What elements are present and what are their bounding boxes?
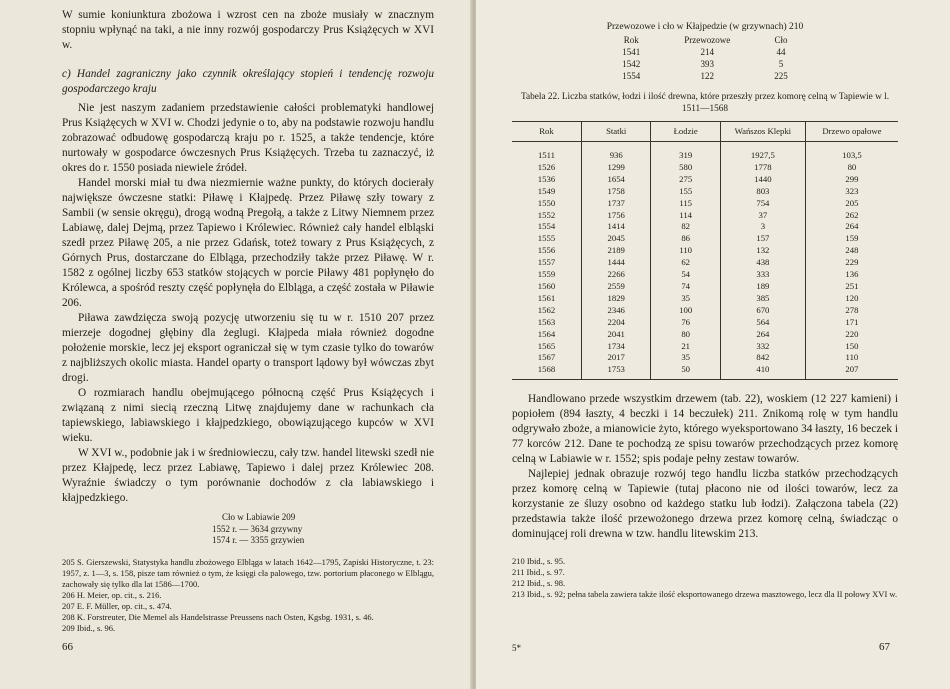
table-row bbox=[512, 233, 898, 245]
table22-cell: 1565 bbox=[537, 340, 556, 351]
table1-header: Przewozowe bbox=[684, 35, 731, 45]
table22-cell: 275 bbox=[651, 174, 720, 186]
table22-cell: 1414 bbox=[581, 221, 650, 233]
table22-cell: 37 bbox=[720, 210, 805, 222]
table22-cell: 150 bbox=[805, 341, 898, 353]
table-row bbox=[512, 364, 898, 379]
table22-cell: 1556 bbox=[537, 245, 556, 256]
table22-cell: 74 bbox=[651, 281, 720, 293]
table-row bbox=[512, 198, 898, 210]
table22-header: Łodzie bbox=[651, 122, 720, 142]
table-row bbox=[512, 352, 898, 364]
table22-cell: 936 bbox=[581, 142, 650, 162]
table-row bbox=[512, 245, 898, 257]
table22-cell: 1559 bbox=[537, 269, 556, 280]
table-row bbox=[600, 70, 809, 82]
table22-cell: 2017 bbox=[581, 352, 650, 364]
table22-cell: 120 bbox=[805, 293, 898, 305]
page-number-right: 67 bbox=[879, 641, 890, 653]
table22-cell: 410 bbox=[720, 364, 805, 379]
table22-cell: 2204 bbox=[581, 317, 650, 329]
table22-cell: 1568 bbox=[512, 364, 581, 379]
footnote: 213 Ibid., s. 92; pełna tabela zawiera także ilość eksportowanego drzewa masztowego, lecz dla II połowy XVI w. bbox=[512, 589, 898, 600]
table22-cell: 1737 bbox=[581, 198, 650, 210]
table22-body bbox=[512, 142, 898, 380]
table1-caption: Przewozowe i cło w Kłajpedzie (w grzywnach) 210 bbox=[606, 22, 804, 32]
table22-cell: 1778 bbox=[720, 162, 805, 174]
table1-cell: 5 bbox=[778, 59, 784, 69]
table22-cell: 1549 bbox=[537, 185, 556, 196]
table22-cell: 110 bbox=[651, 245, 720, 257]
table-row bbox=[512, 174, 898, 186]
right-footnotes bbox=[512, 556, 898, 600]
table22-header: Drzewo opałowe bbox=[805, 122, 898, 142]
table22-cell: 1299 bbox=[581, 162, 650, 174]
table22-cell: 842 bbox=[720, 352, 805, 364]
table22-cell: 189 bbox=[720, 281, 805, 293]
signature-mark: 5* bbox=[512, 643, 521, 653]
table-row bbox=[512, 317, 898, 329]
right-paragraph-1: Handlowano przede wszystkim drzewem (tab. 22), woskiem (12 227 kamieni) i popiołem (894 łaszty, 4 beczki i 14 beczułek) 211. Znikomą rolę w tym handlu odgrywało zboże, a mianowicie żyto, którego wyeksportowano 34 łaszty, 16 beczek i 77 korców 212. Dane te pochodzą ze spisu towarów przechodzących przez komorę celną w Labiawie w r. 1552; spis podaje pełny zestaw towarów. bbox=[512, 393, 898, 466]
table22-cell: 155 bbox=[651, 186, 720, 198]
body-paragraph-5: W XVI w., podobnie jak i w średniowieczu, cały tzw. handel litewski szedł nie przez Kłajpedę, lecz przez Labiawę, Tapiewo i dalej przez Królewiec 208. Wyraźnie świadczy o tym porównanie dochodów z cła labiawskiego i kłajpedzkiego. bbox=[62, 447, 434, 504]
table22-cell: 1563 bbox=[537, 316, 556, 327]
body-paragraph-3: Piława zawdzięcza swoją pozycję utworzeniu się tu w r. 1510 207 przez mierzeje dogodnej głębiny dla żeglugi. Kłajpeda miała również dogodne położenie morskie, lecz jej eksport ograniczał się w tym czasie tylko do towarów z najbliższych okolic miasta. Handel oparty o transport lądowy był wówczas zbyt drogi. bbox=[62, 312, 434, 384]
footnote: 207 E. F. Müller, op. cit., s. 474. bbox=[62, 600, 172, 611]
table22-cell: 3 bbox=[720, 221, 805, 233]
table-row bbox=[512, 162, 898, 174]
table22-cell: 264 bbox=[720, 329, 805, 341]
right-page bbox=[476, 0, 950, 689]
clo-row: 1574 r. — 3355 grzywien bbox=[212, 535, 305, 545]
table1-cell: 1541 bbox=[622, 47, 641, 57]
table-row bbox=[512, 257, 898, 269]
table22-cell: 1564 bbox=[537, 328, 556, 339]
table22-cell: 251 bbox=[805, 281, 898, 293]
table-row bbox=[512, 305, 898, 317]
table22-cell: 438 bbox=[720, 257, 805, 269]
body-paragraph-1: Nie jest naszym zadaniem przedstawienie całości problematyki handlowej Prus Książęcych w XVI w. Chodzi jedynie o to, aby na podstawie rozwoju handlu zobrazować odbudowę gospodarczą kraju po r. 1525, a także tendencje, które nurtowały w gospodarce ówczesnych Prus Książęcych. Trzeba tu zaznaczyć, iż okres do r. 1550 posiada niewiele źródeł. bbox=[62, 102, 434, 174]
footnote: 210 Ibid., s. 95. bbox=[512, 556, 566, 567]
table22-cell: 754 bbox=[720, 198, 805, 210]
table1-cell: 225 bbox=[774, 71, 788, 81]
table22-cell: 35 bbox=[651, 293, 720, 305]
right-paragraph-2: Najlepiej jednak obrazuje rozwój tego handlu liczba statków przechodzących przez komorę celną w Tapiewie (tutaj płacono nie od ilości towarów, lecz za korzystanie ze śluzy osobno od każdego statku lub łodzi). Załączona tabela (22) przedstawia także ilość przewożonego drzewa przez komorę celną, świadcząc o dominującej roli drewna w tzw. handlu litewskim 213. bbox=[512, 468, 898, 541]
table22-cell: 110 bbox=[805, 352, 898, 364]
table22-cell: 1526 bbox=[537, 161, 556, 172]
table22-cell: 333 bbox=[720, 269, 805, 281]
table22-cell: 207 bbox=[805, 364, 898, 379]
table22-cell: 1756 bbox=[581, 210, 650, 222]
table22-cell: 1440 bbox=[720, 174, 805, 186]
table1-cell: 44 bbox=[776, 47, 786, 57]
table22-cell: 100 bbox=[651, 305, 720, 317]
table22-cell: 1561 bbox=[537, 292, 556, 303]
table1-cell: 393 bbox=[700, 59, 714, 69]
table22-cell: 248 bbox=[805, 245, 898, 257]
table22-cell: 54 bbox=[651, 269, 720, 281]
table22-cell: 159 bbox=[805, 233, 898, 245]
table-row bbox=[600, 46, 809, 58]
table22-cell: 385 bbox=[720, 293, 805, 305]
table22-cell: 171 bbox=[805, 317, 898, 329]
table22-cell: 62 bbox=[651, 257, 720, 269]
table22-cell: 2045 bbox=[581, 233, 650, 245]
table22-cell: 803 bbox=[720, 186, 805, 198]
table22-cell: 2189 bbox=[581, 245, 650, 257]
table-row bbox=[512, 293, 898, 305]
table22-cell: 132 bbox=[720, 245, 805, 257]
table22-cell: 1536 bbox=[537, 173, 556, 184]
table22-cell: 2559 bbox=[581, 281, 650, 293]
table1-cell: 1554 bbox=[622, 71, 641, 81]
footnote: 208 K. Forstreuter, Die Memel als Handelstrasse Preussens nach Osten, Kgsbg. 1931, s. 46. bbox=[62, 611, 374, 622]
table22-cell: 115 bbox=[651, 198, 720, 210]
intro-paragraph: W sumie koniunktura zbożowa i wzrost cen na zboże musiały w znacznym stopniu wpłynąć na taki, a nie inny rozwój gospodarczy Prus Książęcych w XVI w. bbox=[62, 9, 434, 51]
table22-cell: 670 bbox=[720, 305, 805, 317]
table22-cell: 50 bbox=[651, 364, 720, 379]
left-footnotes bbox=[62, 557, 434, 634]
clo-labiawa-block bbox=[212, 512, 434, 547]
section-heading: c) Handel zagraniczny jako czynnik określający stopień i tendencję rozwoju gospodarczego kraju bbox=[62, 68, 434, 95]
table22-cell: 1753 bbox=[581, 364, 650, 379]
table22-cell: 580 bbox=[651, 162, 720, 174]
table-row bbox=[512, 341, 898, 353]
table22-cell: 220 bbox=[805, 329, 898, 341]
table22-cell: 1562 bbox=[537, 304, 556, 315]
table22-cell: 157 bbox=[720, 233, 805, 245]
table22-cell: 1552 bbox=[537, 209, 556, 220]
table-row bbox=[600, 58, 809, 70]
table-22-tapiewo bbox=[512, 121, 898, 380]
table1-cell: 1542 bbox=[622, 59, 641, 69]
table-row bbox=[512, 329, 898, 341]
table22-header: Statki bbox=[581, 122, 650, 142]
table22-cell: 2041 bbox=[581, 329, 650, 341]
table1-body bbox=[600, 46, 809, 82]
footnote: 212 Ibid., s. 98. bbox=[512, 578, 566, 589]
footnote: 211 Ibid., s. 97. bbox=[512, 567, 565, 578]
table1-header: Rok bbox=[623, 35, 639, 45]
table22-cell: 564 bbox=[720, 317, 805, 329]
clo-heading: Cło w Labiawie 209 bbox=[222, 512, 296, 522]
footnote: 206 H. Meier, op. cit., s. 216. bbox=[62, 589, 162, 600]
body-paragraph-4: O rozmiarach handlu obejmującego północną część Prus Książęcych i związaną z nimi siecią rzeczną Litwę znajdujemy dane w rachunkach cła tapiewskiego, labiawskiego i kłajpedzkiego, obowiązującego kupców w XVI wieku. bbox=[62, 387, 434, 444]
table22-cell: 2346 bbox=[581, 305, 650, 317]
table22-cell: 262 bbox=[805, 210, 898, 222]
table22-cell: 136 bbox=[805, 269, 898, 281]
table22-cell: 1654 bbox=[581, 174, 650, 186]
table22-cell: 1560 bbox=[537, 280, 556, 291]
footnote: 209 Ibid., s. 96. bbox=[62, 622, 116, 633]
table22-cell: 323 bbox=[805, 186, 898, 198]
table22-cell: 35 bbox=[651, 352, 720, 364]
table22-cell: 1555 bbox=[537, 233, 556, 244]
table22-caption: Tabela 22. Liczba statków, łodzi i ilość drewna, które przeszły przez komorę celną w Tapiewie w l. 1511—1568 bbox=[520, 92, 890, 114]
table-row bbox=[512, 210, 898, 222]
table-row bbox=[512, 186, 898, 198]
table22-cell: 264 bbox=[805, 221, 898, 233]
table22-cell: 103,5 bbox=[805, 142, 898, 162]
table-klajpeda-duties bbox=[600, 34, 809, 82]
table22-cell: 1567 bbox=[537, 352, 556, 363]
clo-row: 1552 r. — 3634 grzywny bbox=[212, 523, 303, 534]
table22-cell: 1829 bbox=[581, 293, 650, 305]
table22-cell: 21 bbox=[651, 341, 720, 353]
body-paragraph-2: Handel morski miał tu dwa niezmiernie ważne punkty, do których docierały największe ówczesne statki: Piławę i Kłajpedę. Przez Piławę szły towary z Sambii (w sensie okręgu), drogą wodną Pregołą, a także z Litwy Niemnem przez Labiawę, dalej Dejmą, przez Tapiewo i Królewiec. Również cały handel elbląski szedł przez Piławę 205, a nie przez Gdańsk, toteż towary z Prus Książęcych, z Górnych Prus, dostarczane do Elbląga, przechodziły także przez Piławę. W r. 1582 z ogólnej liczby 653 statków stojących w porcie Piławy 481 popłynęło do Królewca, a spośród reszty część popłynęła do Elbląga, a część została w Piławie 206. bbox=[62, 177, 434, 309]
table22-cell: 1557 bbox=[537, 257, 556, 268]
table-row bbox=[512, 142, 898, 162]
table-row bbox=[512, 221, 898, 233]
table22-cell: 278 bbox=[805, 305, 898, 317]
table1-header: Cło bbox=[774, 35, 788, 45]
table22-cell: 1554 bbox=[537, 221, 556, 232]
table1-cell: 214 bbox=[700, 47, 714, 57]
footnote: 205 S. Gierszewski, Statystyka handlu zbożowego Elbląga w latach 1642—1795, Zapiski Historyczne, t. 23: 1957, z. 1—3, s. 158, pisze tam również o tym, że księgi cła palowego, tzw. portorium płaconego w Elblągu, zachowały się tylko dla lat 1586—1700. bbox=[62, 556, 434, 589]
table22-cell: 1758 bbox=[581, 186, 650, 198]
table22-cell: 1927,5 bbox=[720, 142, 805, 162]
table22-cell: 80 bbox=[805, 162, 898, 174]
table-row bbox=[512, 281, 898, 293]
table22-cell: 82 bbox=[651, 221, 720, 233]
table22-cell: 114 bbox=[651, 210, 720, 222]
table22-cell: 332 bbox=[720, 341, 805, 353]
table22-cell: 1550 bbox=[537, 197, 556, 208]
table22-cell: 205 bbox=[805, 198, 898, 210]
table22-cell: 1511 bbox=[537, 150, 556, 160]
left-page bbox=[0, 0, 472, 689]
table22-cell: 1734 bbox=[581, 341, 650, 353]
page-number-left: 66 bbox=[62, 641, 73, 653]
table22-header: Wańszos Klepki bbox=[720, 122, 805, 142]
table22-cell: 80 bbox=[651, 329, 720, 341]
table22-cell: 1444 bbox=[581, 257, 650, 269]
table22-cell: 2266 bbox=[581, 269, 650, 281]
table22-cell: 319 bbox=[651, 142, 720, 162]
table22-cell: 229 bbox=[805, 257, 898, 269]
table1-cell: 122 bbox=[700, 71, 714, 81]
table22-cell: 86 bbox=[651, 233, 720, 245]
table22-cell: 76 bbox=[651, 317, 720, 329]
table22-cell: 299 bbox=[805, 174, 898, 186]
table22-header: Rok bbox=[512, 122, 581, 142]
table-row bbox=[512, 269, 898, 281]
